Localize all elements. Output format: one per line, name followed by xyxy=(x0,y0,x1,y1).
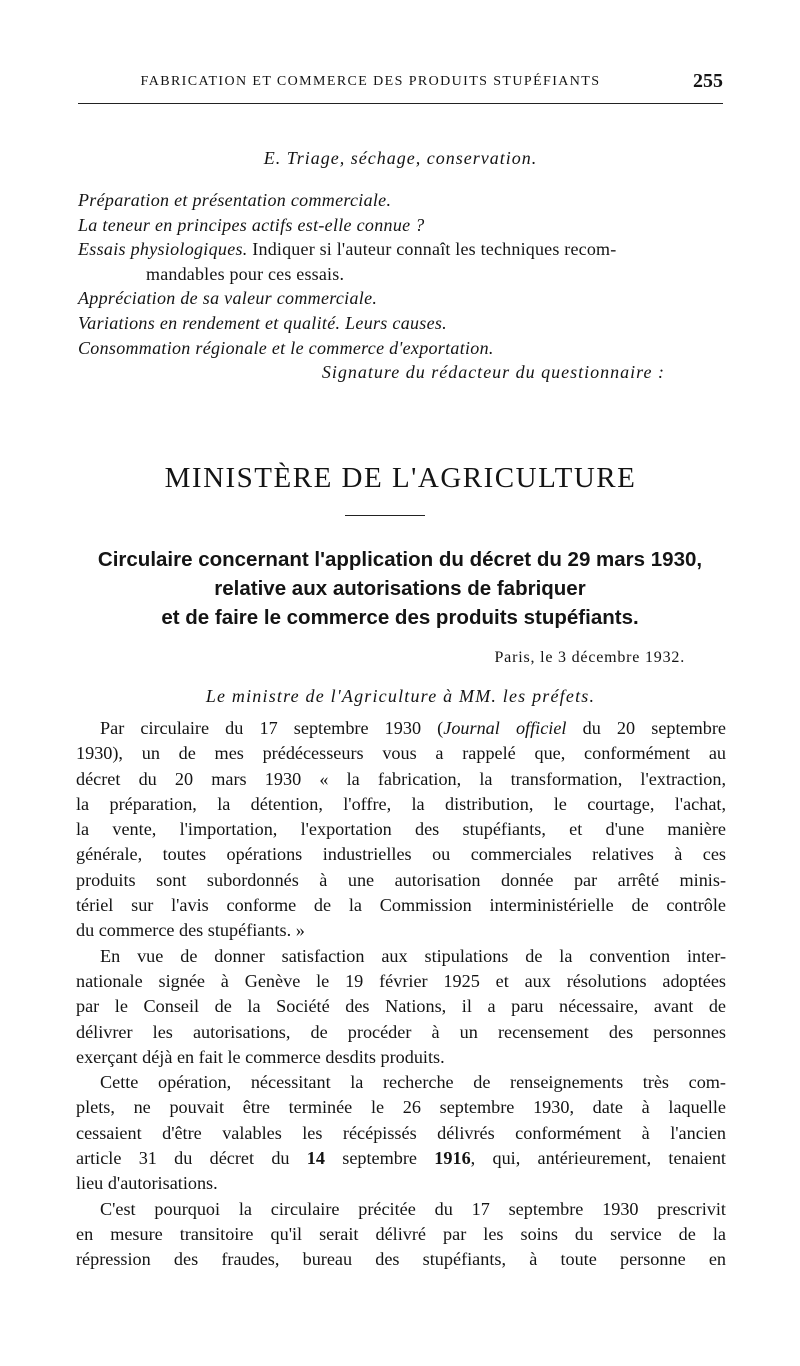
addressee-line: Le ministre de l'Agriculture à MM. les préfets. xyxy=(205,686,596,706)
body-text-run: exerçant déjà en fait le commerce desdits produits. xyxy=(76,1046,445,1067)
body-line xyxy=(76,1197,726,1222)
body-text-run: par le Conseil de la Société des Nations, il a paru nécessaire, avant de xyxy=(76,996,726,1017)
section-heading: E. Triage, séchage, conservation. xyxy=(263,148,538,168)
body-text-run: produits sont subordonnés à une autorisation donnée par arrêté minis- xyxy=(76,869,726,890)
title-rule xyxy=(345,515,425,516)
body-text-run: En vue de donner satisfaction aux stipulations de la convention inter- xyxy=(100,945,726,966)
body-text-run: 14 xyxy=(306,1148,325,1169)
body-line xyxy=(76,969,726,994)
questionnaire-item-heading: Consommation régionale et le commerce d'exportation. xyxy=(78,337,494,358)
body-line xyxy=(76,741,726,766)
body-text xyxy=(76,716,726,1273)
body-text-run: du commerce des stupéfiants. » xyxy=(76,920,305,941)
body-line xyxy=(76,1146,726,1171)
body-line xyxy=(76,1045,726,1070)
body-line xyxy=(76,1171,726,1196)
body-text-run: la préparation, la détention, l'offre, la distribution, le courtage, l'achat, xyxy=(76,793,726,814)
body-text-run: cessaient d'être valables les récépissés délivrés conformément à l'ancien xyxy=(76,1122,726,1143)
body-line xyxy=(76,716,726,741)
body-line xyxy=(76,1121,726,1146)
body-text-run: septembre xyxy=(324,1148,435,1169)
running-header-title: FABRICATION ET COMMERCE DES PRODUITS STUPÉFIANTS xyxy=(140,74,601,89)
ministry-heading: MINISTÈRE DE L'AGRICULTURE xyxy=(164,462,637,494)
body-line xyxy=(76,1247,726,1272)
page-number: 255 xyxy=(693,70,723,92)
questionnaire-item-text: Indiquer si l'auteur connaît les techniques recom- xyxy=(247,239,617,260)
body-text-run: générale, toutes opérations industrielles ou commerciales relatives à ces xyxy=(76,844,726,865)
body-text-run: 1916 xyxy=(434,1148,471,1169)
body-text-run: délivrer les autorisations, de procéder à un recensement des personnes xyxy=(76,1021,726,1042)
body-text-run: Journal officiel xyxy=(443,718,567,738)
questionnaire-item-heading: Essais physiologiques. xyxy=(78,239,248,260)
body-line xyxy=(76,817,726,842)
body-line xyxy=(76,1222,726,1247)
body-text-run: décret du 20 mars 1930 « la fabrication, la transformation, l'extraction, xyxy=(76,768,726,789)
body-line xyxy=(76,994,726,1019)
body-text-run: C'est pourquoi la circulaire précitée du 17 septembre 1930 prescrivit xyxy=(100,1198,726,1219)
questionnaire-item-text: mandables pour ces essais. xyxy=(146,263,345,284)
questionnaire-item xyxy=(78,237,723,262)
body-text-run: , qui, antérieurement, tenaient xyxy=(470,1148,726,1169)
questionnaire-item-heading: Préparation et présentation commerciale. xyxy=(78,190,392,210)
body-line xyxy=(76,918,726,943)
circular-title-line: relative aux autorisations de fabriquer xyxy=(214,577,586,600)
body-text-run: tériel sur l'avis conforme de la Commission interministérielle de contrôle xyxy=(76,895,726,916)
body-text-run: lieu d'autorisations. xyxy=(76,1173,218,1194)
body-text-run: la vente, l'importation, l'exportation des stupéfiants, et d'une manière xyxy=(76,819,726,840)
body-line xyxy=(76,944,726,969)
body-line xyxy=(76,767,726,792)
body-line xyxy=(76,868,726,893)
body-text-run: article 31 du décret du xyxy=(76,1148,307,1169)
dateline: Paris, le 3 décembre 1932. xyxy=(494,649,685,666)
body-line xyxy=(76,842,726,867)
circular-title-line: et de faire le commerce des produits stupéfiants. xyxy=(161,606,639,629)
body-line xyxy=(76,1095,726,1120)
body-text-run: Par circulaire du 17 septembre 1930 ( xyxy=(100,718,444,738)
body-line xyxy=(76,792,726,817)
body-line xyxy=(76,1020,726,1045)
header-rule xyxy=(78,103,723,104)
body-text-run: nationale signée à Genève le 19 février 1925 et aux résolutions adoptées xyxy=(76,970,726,991)
questionnaire-item xyxy=(78,311,723,336)
body-line xyxy=(76,1070,726,1095)
body-text-run: 1930), un de mes prédécesseurs vous a rappelé que, conformément au xyxy=(76,743,726,764)
questionnaire-item xyxy=(78,286,723,311)
body-text-run: répression des fraudes, bureau des stupéfiants, à toute personne en xyxy=(76,1249,726,1270)
questionnaire-item xyxy=(78,213,723,238)
questionnaire-item xyxy=(78,262,723,287)
questionnaire-item-heading: Appréciation de sa valeur commerciale. xyxy=(78,288,378,309)
body-text-run: en mesure transitoire qu'il serait délivré par les soins du service de la xyxy=(76,1223,726,1244)
questionnaire-item xyxy=(78,336,723,361)
questionnaire-item-heading: Variations en rendement et qualité. Leurs causes. xyxy=(78,312,447,333)
running-header xyxy=(78,70,723,100)
questionnaire-item xyxy=(78,188,723,213)
body-line xyxy=(76,893,726,918)
questionnaire-list xyxy=(78,188,723,385)
body-text-run: plets, ne pouvait être terminée le 26 septembre 1930, date à laquelle xyxy=(76,1097,726,1118)
body-text-run: Cette opération, nécessitant la recherche de renseignements très com- xyxy=(100,1072,726,1093)
signature-line: Signature du rédacteur du questionnaire : xyxy=(321,362,665,383)
questionnaire-item-heading: La teneur en principes actifs est-elle connue ? xyxy=(78,214,425,235)
circular-title xyxy=(70,545,730,632)
body-text-run: du 20 septembre xyxy=(566,718,726,738)
circular-title-line: Circulaire concernant l'application du décret du 29 mars 1930, xyxy=(97,548,703,571)
